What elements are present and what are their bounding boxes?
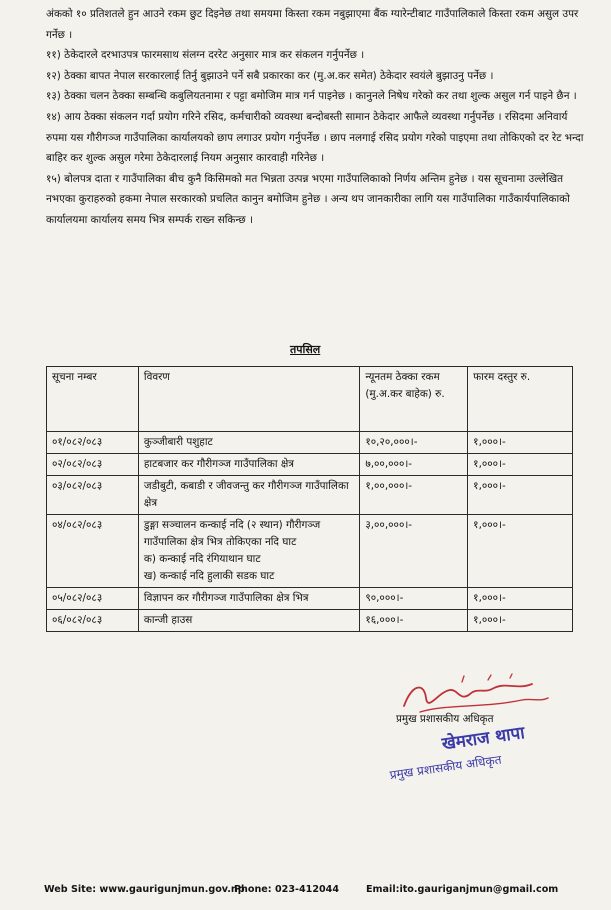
cell-description [138, 432, 359, 454]
clause-14: १४) आय ठेक्का संकलन गर्दा प्रयोग गरिने रसिद, कर्मचारीको व्यवस्था बन्दोबस्ती सामान ठेकेदार आफैले व्यवस्था गर्नुपर्नेछ । रसिदमा अनिवार्य रुपमा यस गौरीगञ्ज गाउँपालिका कार्यालयको छाप लगाउर प्रयोग गर्नुपर्नेछ । छाप नलगाई रसिद प्रयोग गरेको पाइएमा तथा तोकिएको दर रेट भन्दा बाहिर कर शुल्क असुल गरेमा ठेकेदारलाई नियम अनुसार कारवाही गरिनेछ । [46, 110, 584, 165]
table-row [47, 588, 573, 610]
cell-form-fee: १,०००।- [468, 432, 573, 454]
description-line: डुङ्गा सञ्चालन कन्काई नदि (२ स्थान) गौरीगञ्ज गाउँपालिका क्षेत्र भित्र तोकिएका नदि घाट [143, 519, 321, 548]
table-row [47, 515, 573, 588]
cell-description [138, 454, 359, 476]
terms-clauses [46, 4, 586, 231]
description-line: कुञ्जीबारी पशुहाट [143, 436, 213, 448]
cell-description [138, 515, 359, 588]
cell-min-amount: ७,००,०००।- [360, 454, 468, 476]
description-line: ख) कन्काई नदि हुलाकी सडक घाट [143, 570, 275, 582]
cell-min-amount: १६,०००।- [360, 610, 468, 632]
clause-11: ११) ठेकेदारले दरभाउपत्र फारमसाथ संलग्न दररेट अनुसार मात्र कर संकलन गर्नुपर्नेछ । [46, 49, 365, 62]
footer-website[interactable]: Web Site: www.gaurigunjmun.gov.np [44, 884, 245, 895]
cell-min-amount: ३,००,०००।- [360, 515, 468, 588]
cell-notice-no: ०२/०८२/०८३ [47, 454, 139, 476]
cell-description [138, 588, 359, 610]
table-row [47, 432, 573, 454]
cell-min-amount: १०,२०,०००।- [360, 432, 468, 454]
clause-15: १५) बोलपत्र दाता र गाउँपालिका बीच कुनै किसिमको मत भिन्नता उत्पन्न भएमा गाउँपालिकाको निर्णय अन्तिम हुनेछ । यस सूचनामा उल्लेखित नभएका कुराहरुको हकमा नेपाल सरकारको प्रचलित कानुन बमोजिम हुनेछ । अन्य थप जानकारीका लागि यस गाउँपालिका गाउँकार्यपालिकाको कार्यालयमा कार्यालय समय भित्र सम्पर्क राख्न सकिन्छ । [46, 172, 570, 226]
stamp-name: खेमराज थापा [440, 723, 526, 755]
footer-phone: Phone: 023-412044 [234, 884, 340, 895]
cell-notice-no: ०६/०८२/०८३ [47, 610, 139, 632]
cell-min-amount: १,००,०००।- [360, 476, 468, 515]
cell-notice-no: ०३/०८२/०८३ [47, 476, 139, 515]
signatory-title: प्रमुख प्रशासकीय अधिकृत [396, 713, 494, 725]
cell-form-fee: १,०००।- [468, 610, 573, 632]
table-row [47, 476, 573, 515]
table-row [47, 610, 573, 632]
description-line: क) कन्काई नदि रंगियाथान घाट [143, 553, 261, 565]
description-line: हाटबजार कर गौरीगञ्ज गाउँपालिका क्षेत्र [143, 458, 295, 470]
header-min-amount: न्यूनतम ठेक्का रकम (मु.अ.कर बाहेक) रु. [360, 367, 468, 432]
cell-form-fee: १,०००।- [468, 454, 573, 476]
header-notice-no: सूचना नम्बर [47, 367, 139, 432]
clause-12: १२) ठेक्का बापत नेपाल सरकारलाई तिर्नु बुझाउने पर्ने सबै प्रकारका कर (मु.अ.कर समेत) ठेकेदार स्वयंले बुझाउनु पर्नेछ । [46, 69, 494, 82]
description-line: कान्जी हाउस [143, 614, 193, 626]
cell-description [138, 610, 359, 632]
header-form-fee: फारम दस्तुर रु. [468, 367, 573, 432]
cell-notice-no: ०४/०८२/०८३ [47, 515, 139, 588]
clause-continuation: अंकको १० प्रतिशतले हुन आउने रकम छुट दिइनेछ तथा समयमा किस्ता रकम नबुझाएमा बैंक ग्यारेन्टीबाट गाउँपालिकाले किस्ता रकम असुल उपर गर्नेछ । [46, 8, 579, 41]
footer-email[interactable]: Email:ito.gauriganjmun@gmail.com [366, 884, 559, 895]
cell-notice-no: ०५/०८२/०८३ [47, 588, 139, 610]
table-row [47, 454, 573, 476]
cell-notice-no: ०१/०८२/०८३ [47, 432, 139, 454]
clause-13: १३) ठेक्का चलन ठेक्का सम्बन्धि कबुलियतनामा र पट्टा बमोजिम मात्र गर्न पाइनेछ । कानुनले निषेध गरेको कर तथा शुल्क असुल गर्न पाइने छैन । [46, 90, 577, 103]
page-footer [44, 884, 564, 900]
cell-form-fee: १,०००।- [468, 515, 573, 588]
cell-form-fee: १,०००।- [468, 476, 573, 515]
cell-min-amount: ९०,०००।- [360, 588, 468, 610]
contract-details-table [46, 366, 573, 632]
header-description: विवरण [138, 367, 359, 432]
cell-form-fee: १,०००।- [468, 588, 573, 610]
description-line: जडीबुटी, कबाडी र जीवजन्तु कर गौरीगञ्ज गाउँपालिका क्षेत्र [143, 480, 349, 509]
table-title: तपसिल [290, 343, 321, 356]
description-line: विज्ञापन कर गौरीगञ्ज गाउँपालिका क्षेत्र भित्र [143, 592, 309, 604]
table-header-row [47, 367, 573, 432]
cell-description [138, 476, 359, 515]
stamp-title: प्रमुख प्रशासकीय अधिकृत [388, 752, 503, 783]
